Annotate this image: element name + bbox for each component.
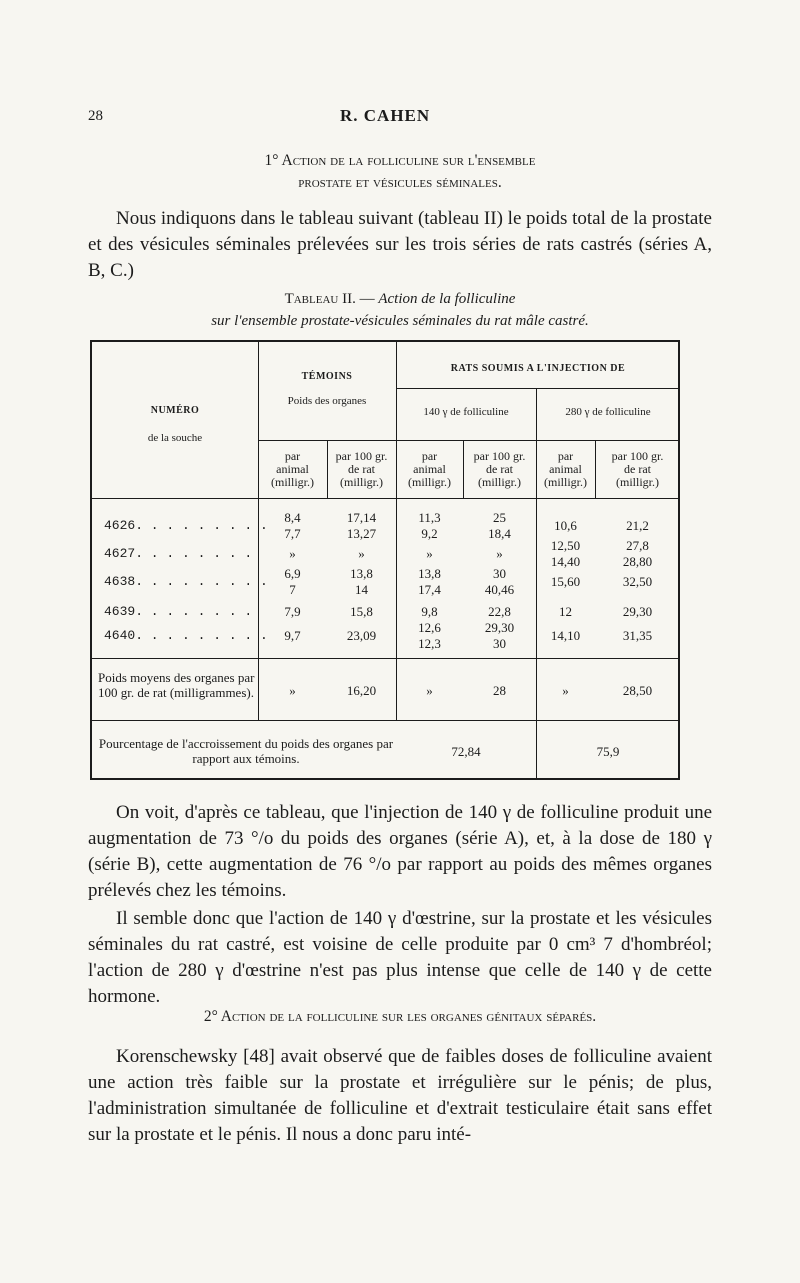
caption-title-line2: sur l'ensemble prostate-vésicules séminales du rat mâle castré. <box>211 313 589 329</box>
table-cell: 27,8 28,80 <box>622 538 653 569</box>
table-cell: 23,09 <box>346 628 377 643</box>
table-cell: 29,30 <box>622 604 653 619</box>
sub-par-100: par 100 gr. de rat (milligr.) <box>611 449 664 489</box>
table-cell: 22,8 <box>488 604 511 619</box>
section-1-title-line2: prostate et vésicules séminales. <box>298 174 502 191</box>
inj140-header: 140 γ de folliculine <box>423 406 509 418</box>
table-cell: » <box>358 546 365 561</box>
caption-title-line1: Action de la folliculine <box>378 291 516 307</box>
table-cell: 10,6 <box>554 518 577 533</box>
paragraph-3: Il semble donc que l'action de 140 γ d'œstrine, sur la prostate et les vésicules séminales du rat castré, est voisine de celle produite par 0 cm³ 7 d'hombréol; l'action de 280 γ d'œstrine n'est pas plus intense que celle de 140 γ de cette hormone. <box>88 908 712 1007</box>
table-cell: 8,4 7,7 <box>284 510 301 541</box>
caption-label: Tableau II. <box>284 291 356 307</box>
intro-paragraph: Nous indiquons dans le tableau suivant (tableau II) le poids total de la prostate et des vésicules séminales prélevées sur les trois séries de rats castrés (séries A, B, C.) <box>88 208 712 281</box>
pourcentage-b: 75,9 <box>596 744 620 759</box>
table-header-rule <box>258 440 680 441</box>
table-cell: 11,3 9,2 <box>418 510 441 541</box>
section-2-title: 2° Action de la folliculine sur les organes génitaux séparés. <box>203 1008 597 1025</box>
table-cell: 14,10 <box>550 628 581 643</box>
rats-soumis-header: RATS SOUMIS A L'INJECTION DE <box>450 363 626 374</box>
table-cell: » <box>496 546 503 561</box>
table-cell: 12,6 12,3 <box>418 620 441 651</box>
paragraph-4: Korenschewsky [48] avait observé que de faibles doses de folliculine avaient une action très faible sur la prostate et irrégulière sur le pénis; de plus, l'administration simultanée de folliculine et d'extrait testiculaire était sans effet sur la prostate et le pénis. Il nous a donc paru inté- <box>88 1046 712 1145</box>
table-cell: 15,60 <box>550 574 581 589</box>
table-header-rule <box>90 498 680 499</box>
table-cell: 7,9 <box>284 604 301 619</box>
sub-par-animal: par animal (milligr.) <box>408 449 451 489</box>
table-cell: 6,9 7 <box>284 566 301 597</box>
moyens-a-100: 28 <box>493 683 506 698</box>
table-cell: 9,8 <box>421 604 438 619</box>
sub-par-100: par 100 gr. de rat (milligr.) <box>473 449 526 489</box>
running-header-author: R. CAHEN <box>340 106 431 125</box>
row-label: 4640. . . . . . . . . <box>104 628 268 643</box>
inj280-header: 280 γ de folliculine <box>565 406 651 418</box>
pourcentage-a: 72,84 <box>451 744 481 759</box>
data-table <box>90 340 680 780</box>
section-1-title <box>0 150 800 194</box>
table-cell: 25 18,4 <box>488 510 511 541</box>
table-cell: 9,7 <box>284 628 301 643</box>
table-rule <box>90 658 680 659</box>
table-cell: 17,14 13,27 <box>346 510 377 541</box>
col-numero-header: NUMÉRO <box>150 405 200 416</box>
table-cell: 12 <box>559 604 572 619</box>
poids-organes-header: Poids des organes <box>287 395 367 407</box>
page-number: 28 <box>88 108 103 124</box>
sub-par-animal: par animal (milligr.) <box>271 449 314 489</box>
table-cell: 29,30 30 <box>484 620 515 651</box>
table-cell: 32,50 <box>622 574 653 589</box>
pourcentage-label: Pourcentage de l'accroissement du poids des organes par rapport aux témoins. <box>98 736 394 766</box>
table-caption: Tableau II. — Action de la folliculine sur l'ensemble prostate-vésicules séminales du rat mâle castré. <box>211 291 589 329</box>
table-border-left <box>90 340 92 780</box>
table-cell: 30 40,46 <box>484 566 515 597</box>
table-cell: 12,50 14,40 <box>550 538 581 569</box>
row-label: 4638. . . . . . . . . <box>104 574 268 589</box>
table-rule <box>90 720 680 721</box>
row-label: 4627. . . . . . . . <box>104 546 253 561</box>
table-cell: 13,8 17,4 <box>418 566 441 597</box>
moyens-b-100: 28,50 <box>622 683 653 698</box>
table-border-bottom <box>90 778 680 780</box>
table-border-top <box>90 340 680 342</box>
moyens-label: Poids moyens des organes par 100 gr. de rat (milligrammes). <box>98 670 255 700</box>
table-cell: 21,2 <box>626 518 649 533</box>
table-cell: 15,8 <box>350 604 373 619</box>
temoins-header: TÉMOINS <box>301 371 353 382</box>
sub-par-100: par 100 gr. de rat (milligr.) <box>335 449 388 489</box>
moyens-t-100: 16,20 <box>346 683 377 698</box>
table-cell: » <box>426 546 433 561</box>
table-cell: 31,35 <box>622 628 653 643</box>
table-cell: 13,8 14 <box>350 566 373 597</box>
section-1-title-line1: 1° Action de la folliculine sur l'ensemble <box>264 152 536 169</box>
col-souche-header: de la souche <box>147 432 203 444</box>
table-header-rule <box>396 388 680 389</box>
moyens-t-an: » <box>289 683 296 698</box>
table-cell: » <box>289 546 296 561</box>
row-label: 4626. . . . . . . . . <box>104 518 268 533</box>
sub-par-animal: par animal (milligr.) <box>544 449 587 489</box>
row-label: 4639. . . . . . . . <box>104 604 253 619</box>
paragraph-2: On voit, d'après ce tableau, que l'injection de 140 γ de folliculine produit une augmentation de 73 °/o du poids des organes (série A), et, à la dose de 180 γ (série B), cette augmentation de 76 °/o par rapport au poids des mêmes organes prélevés chez les témoins. <box>88 802 712 901</box>
moyens-a-an: » <box>426 683 433 698</box>
moyens-b-an: » <box>562 683 569 698</box>
